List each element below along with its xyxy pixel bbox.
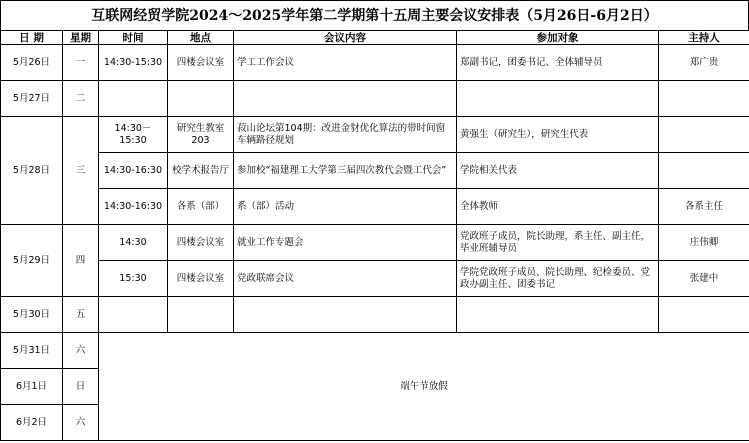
content-cell: 就业工作专题会 — [234, 225, 457, 261]
attendees-cell — [457, 81, 659, 117]
attendees-cell: 党政班子成员，院长助理，系主任、副主任，毕业班辅导员 — [457, 225, 659, 261]
host-cell — [659, 297, 749, 333]
content-cell — [234, 297, 457, 333]
header-weekday: 星期 — [63, 31, 99, 45]
content-cell: 菽山论坛第104期：改进金豺优化算法的带时间窗车辆路径规划 — [234, 117, 457, 153]
content-cell: 参加校“福建理工大学第三届四次教代会暨工代会” — [234, 153, 457, 189]
attendees-cell: 学院党政班子成员、院长助理、纪检委员、党政办副主任、团委书记 — [457, 261, 659, 297]
host-cell: 庄伟卿 — [659, 225, 749, 261]
attendees-cell — [457, 297, 659, 333]
header-row — [1, 31, 749, 45]
weekday-cell: 三 — [63, 117, 99, 225]
weekday-cell: 五 — [63, 297, 99, 333]
date-cell: 5月31日 — [1, 333, 63, 369]
date-cell: 6月2日 — [1, 405, 63, 441]
table-row — [1, 189, 749, 225]
content-cell: 党政联席会议 — [234, 261, 457, 297]
attendees-cell: 学院相关代表 — [457, 153, 659, 189]
host-cell: 郑广贵 — [659, 45, 749, 81]
table-row — [1, 117, 749, 153]
date-cell: 5月30日 — [1, 297, 63, 333]
place-cell: 各系（部） — [168, 189, 234, 225]
header-date: 日 期 — [1, 31, 63, 45]
date-cell: 6月1日 — [1, 369, 63, 405]
time-cell: 15:30 — [99, 261, 168, 297]
weekday-cell: 一 — [63, 45, 99, 81]
table-row — [1, 153, 749, 189]
weekday-cell: 六 — [63, 405, 99, 441]
time-cell: 14:30 — [99, 225, 168, 261]
content-cell: 学工工作会议 — [234, 45, 457, 81]
attendees-cell: 黄强生（研究生），研究生代表 — [457, 117, 659, 153]
table-row — [1, 261, 749, 297]
place-cell: 四楼会议室 — [168, 225, 234, 261]
time-cell: 14:30-16:30 — [99, 153, 168, 189]
date-cell: 5月29日 — [1, 225, 63, 297]
host-cell — [659, 117, 749, 153]
weekday-cell: 二 — [63, 81, 99, 117]
host-cell: 各系主任 — [659, 189, 749, 225]
place-cell: 研究生教室203 — [168, 117, 234, 153]
weekday-cell: 四 — [63, 225, 99, 297]
place-cell — [168, 81, 234, 117]
holiday-notice: 端午节放假 — [99, 333, 749, 441]
header-time: 时间 — [99, 31, 168, 45]
weekday-cell: 六 — [63, 333, 99, 369]
header-place: 地点 — [168, 31, 234, 45]
header-host: 主持人 — [659, 31, 749, 45]
place-cell: 校学术报告厅 — [168, 153, 234, 189]
schedule-table — [0, 30, 749, 441]
time-cell — [99, 81, 168, 117]
time-cell — [99, 297, 168, 333]
attendees-cell: 郑副书记，团委书记、全体辅导员 — [457, 45, 659, 81]
time-cell: 14:30-15:30 — [99, 45, 168, 81]
table-row — [1, 45, 749, 81]
date-cell: 5月26日 — [1, 45, 63, 81]
host-cell — [659, 153, 749, 189]
date-cell: 5月27日 — [1, 81, 63, 117]
weekday-cell: 日 — [63, 369, 99, 405]
table-row — [1, 81, 749, 117]
place-cell: 四楼会议室 — [168, 261, 234, 297]
time-cell: 14:30-16:30 — [99, 189, 168, 225]
content-cell — [234, 81, 457, 117]
content-cell: 系（部）活动 — [234, 189, 457, 225]
table-row — [1, 225, 749, 261]
table-row — [1, 333, 749, 369]
attendees-cell: 全体教师 — [457, 189, 659, 225]
host-cell: 张建中 — [659, 261, 749, 297]
place-cell — [168, 297, 234, 333]
header-attendees: 参加对象 — [457, 31, 659, 45]
page-title: 互联网经贸学院2024～2025学年第二学期第十五周主要会议安排表（5月26日-6月2日） — [0, 0, 749, 30]
table-row — [1, 297, 749, 333]
place-cell: 四楼会议室 — [168, 45, 234, 81]
time-cell: 14:30－15:30 — [99, 117, 168, 153]
host-cell — [659, 81, 749, 117]
date-cell: 5月28日 — [1, 117, 63, 225]
header-content: 会议内容 — [234, 31, 457, 45]
